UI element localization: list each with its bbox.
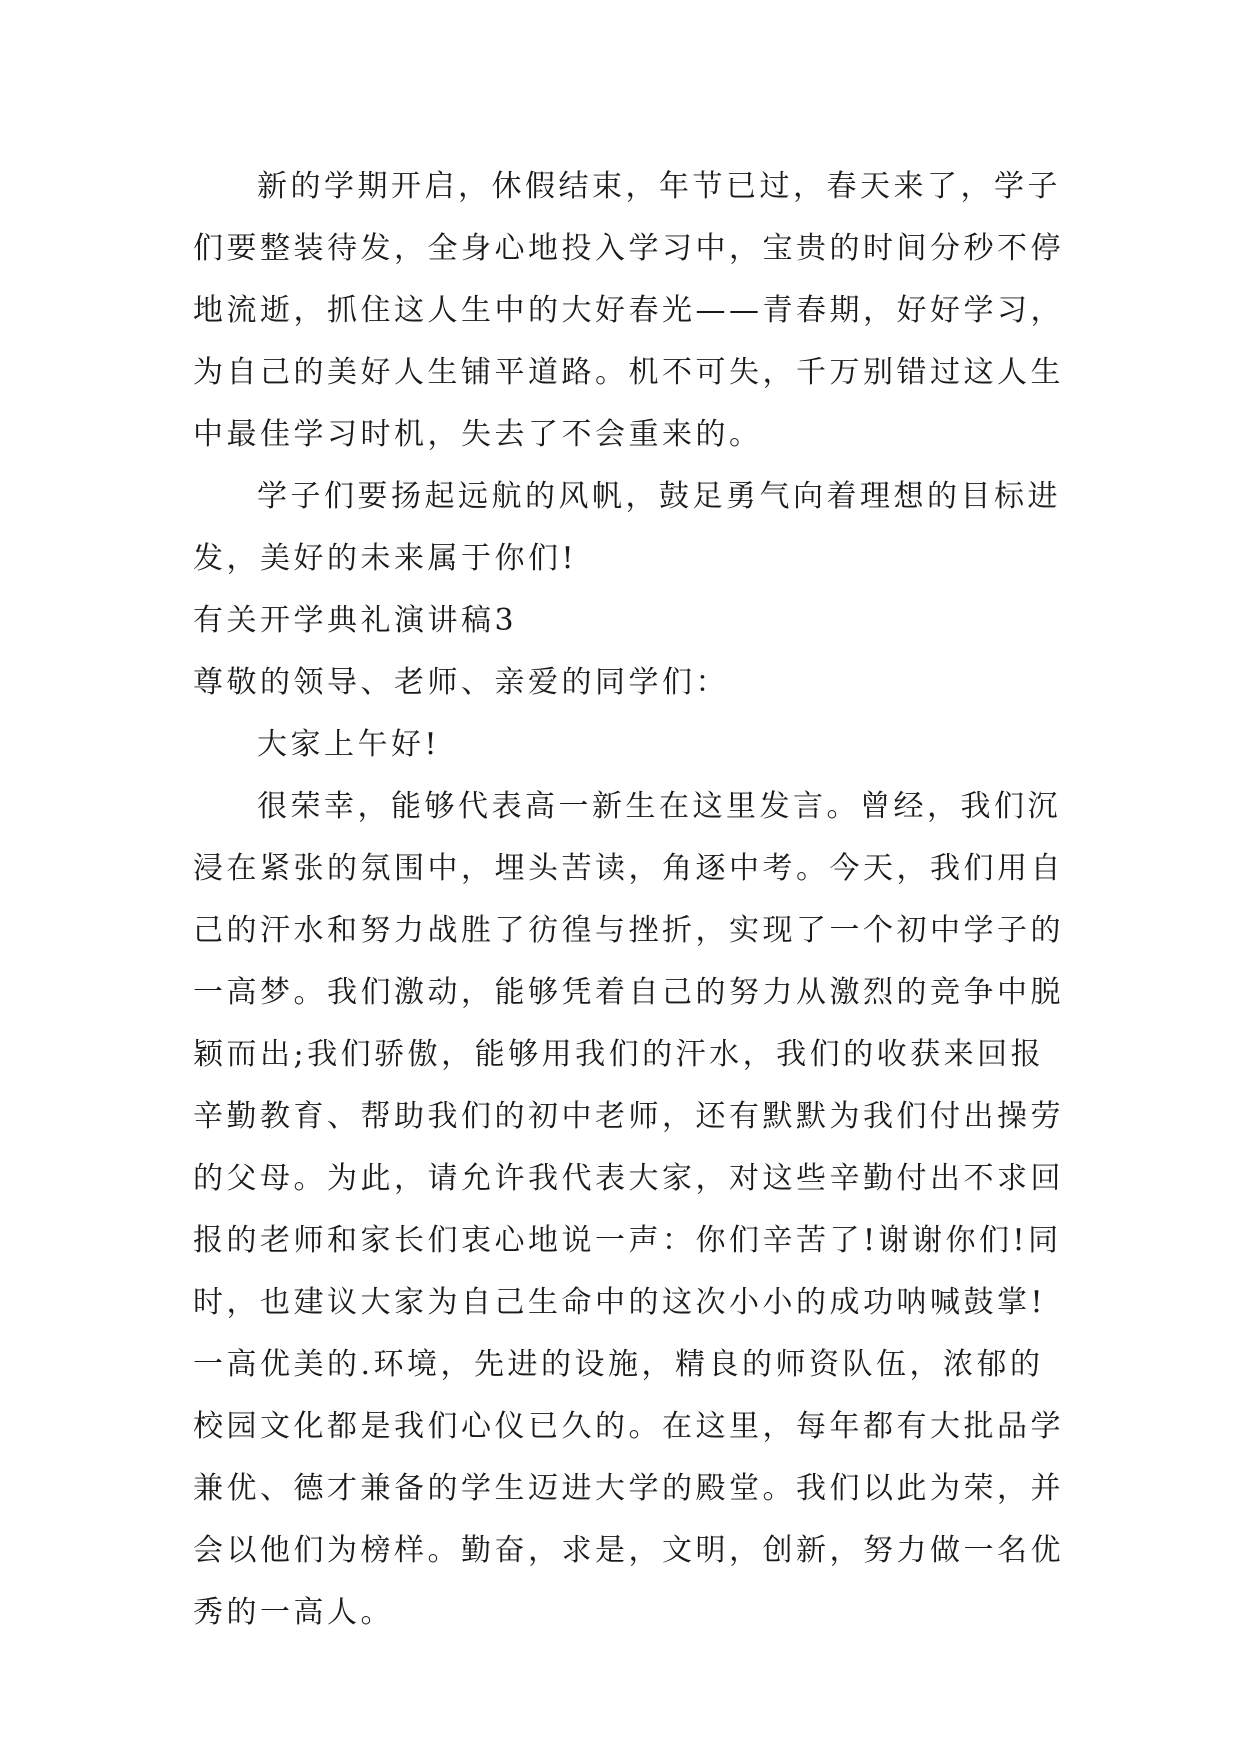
- text-line: 一高优美的.环境，先进的设施，精良的师资队伍，浓郁的: [193, 1347, 1044, 1382]
- text-line: 秀的一高人。: [193, 1595, 394, 1630]
- text-line: 为自己的美好人生铺平道路。机不可失，千万别错过这人生: [193, 355, 1064, 390]
- text-line: 们要整装待发，全身心地投入学习中，宝贵的时间分秒不停: [193, 231, 1064, 266]
- text-line: 很荣幸，能够代表高一新生在这里发言。曾经，我们沉: [257, 789, 1061, 824]
- salutation: 尊敬的领导、老师、亲爱的同学们：: [193, 665, 729, 700]
- text-line: 学子们要扬起远航的风帆，鼓足勇气向着理想的目标进: [257, 479, 1061, 514]
- text-line: 己的汗水和努力战胜了彷徨与挫折，实现了一个初中学子的: [193, 913, 1064, 948]
- text-line: 的父母。为此，请允许我代表大家，对这些辛勤付出不求回: [193, 1161, 1064, 1196]
- text-line: 兼优、德才兼备的学生迈进大学的殿堂。我们以此为荣，并: [193, 1471, 1064, 1506]
- text-line: 发，美好的未来属于你们!: [193, 541, 578, 576]
- text-line: 会以他们为榜样。勤奋，求是，文明，创新，努力做一名优: [193, 1533, 1064, 1568]
- text-line: 地流逝，抓住这人生中的大好春光——青春期，好好学习，: [193, 293, 1064, 328]
- text-line: 时，也建议大家为自己生命中的这次小小的成功呐喊鼓掌!: [193, 1285, 1047, 1320]
- text-line: 辛勤教育、帮助我们的初中老师，还有默默为我们付出操劳: [193, 1099, 1064, 1134]
- greeting: 大家上午好!: [257, 727, 441, 762]
- document-body: [193, 156, 1073, 1644]
- text-line: 浸在紧张的氛围中，埋头苦读，角逐中考。今天，我们用自: [193, 851, 1064, 886]
- text-line: 颖而出;我们骄傲，能够用我们的汗水，我们的收获来回报: [193, 1037, 1045, 1072]
- text-line: 新的学期开启，休假结束，年节已过，春天来了，学子: [257, 169, 1061, 204]
- text-line: 中最佳学习时机，失去了不会重来的。: [193, 417, 763, 452]
- text-line: 报的老师和家长们衷心地说一声：你们辛苦了!谢谢你们!同: [193, 1223, 1062, 1258]
- text-line: 一高梦。我们激动，能够凭着自己的努力从激烈的竞争中脱: [193, 975, 1064, 1010]
- section-heading: 有关开学典礼演讲稿3: [193, 603, 518, 638]
- text-line: 校园文化都是我们心仪已久的。在这里，每年都有大批品学: [193, 1409, 1064, 1444]
